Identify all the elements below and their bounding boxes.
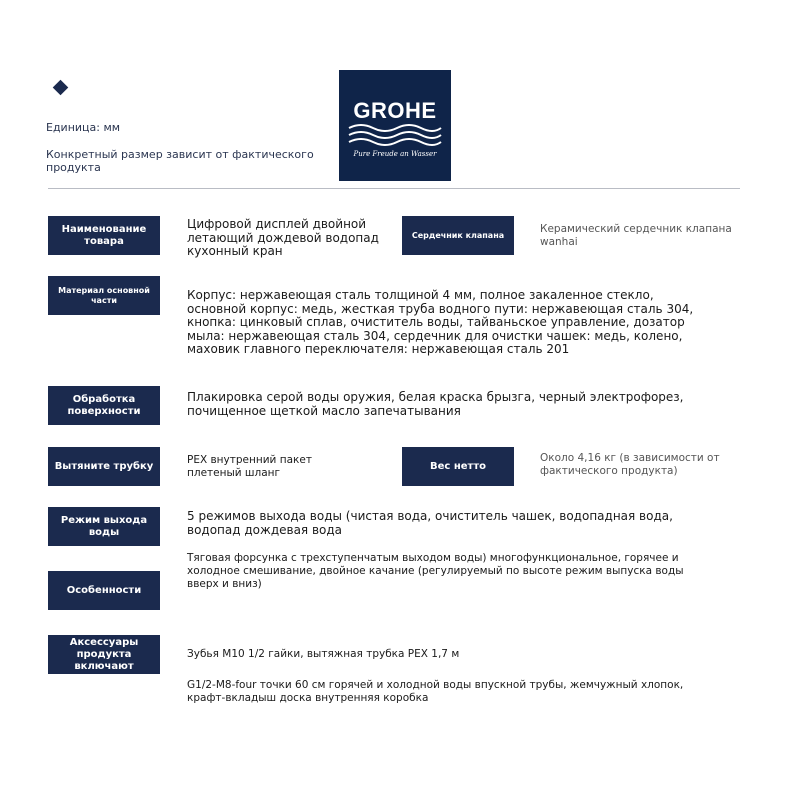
accessories-value-1: Зубья M10 1/2 гайки, вытяжная трубка PEX 1,7 м bbox=[187, 648, 460, 660]
material-label: Материал основной части bbox=[48, 276, 160, 315]
water-mode-label: Режим выхода воды bbox=[48, 507, 160, 546]
net-weight-label: Вес нетто bbox=[402, 447, 514, 486]
size-note: Конкретный размер зависит от фактического продукта bbox=[46, 148, 314, 174]
grohe-logo bbox=[339, 70, 451, 181]
accessories-value-2: G1/2-M8-four точки 60 см горячей и холодной воды впускной трубы, жемчужный хлопок, крафт-вкладыш доска внутренняя коробка bbox=[187, 679, 684, 704]
surface-label: Обработка поверхности bbox=[48, 386, 160, 425]
valve-core-label: Сердечник клапана bbox=[402, 216, 514, 255]
logo-tagline: Pure Freude an Wasser bbox=[353, 150, 437, 158]
product-name-label: Наименование товара bbox=[48, 216, 160, 255]
surface-value: Плакировка серой воды оружия, белая краска брызга, черный электрофорез, почищенное щеткой масло запечатывания bbox=[187, 390, 684, 418]
diamond-bullet-icon bbox=[53, 80, 69, 96]
wave-icon bbox=[347, 122, 443, 148]
unit-label: Единица: мм bbox=[46, 121, 121, 134]
hose-label: Вытяните трубку bbox=[48, 447, 160, 486]
logo-brand: GROHE bbox=[353, 98, 437, 123]
features-value: Тяговая форсунка с трехступенчатым выходом воды) многофункциональное, горячее и холодное смешивание, двойное качание (регулируемый по высоте режим выпуска воды вверх и вниз) bbox=[187, 552, 684, 590]
product-name-value: Цифровой дисплей двойной летающий дождевой водопад кухонный кран bbox=[187, 217, 379, 258]
divider bbox=[48, 188, 740, 189]
accessories-label: Аксессуары продукта включают bbox=[48, 635, 160, 674]
valve-core-value: Керамический сердечник клапана wanhai bbox=[540, 223, 732, 248]
hose-value: PEX внутренний пакет плетеный шланг bbox=[187, 454, 312, 479]
water-mode-value: 5 режимов выхода воды (чистая вода, очиститель чашек, водопадная вода, водопад дождевая вода bbox=[187, 509, 673, 537]
net-weight-value: Около 4,16 кг (в зависимости от фактического продукта) bbox=[540, 452, 720, 477]
material-value: Корпус: нержавеющая сталь толщиной 4 мм, полное закаленное стекло, основной корпус: медь, жесткая труба водного пути: нержавеющая сталь 304, кнопка: цинковый сплав, очиститель воды, тайваньское управление, дозатор мыла: нержавеющая сталь 304, сердечник для очистки чашек: медь, колено, маховик главного переключателя: нержавеющая сталь 201 bbox=[187, 288, 694, 356]
features-label: Особенности bbox=[48, 571, 160, 610]
